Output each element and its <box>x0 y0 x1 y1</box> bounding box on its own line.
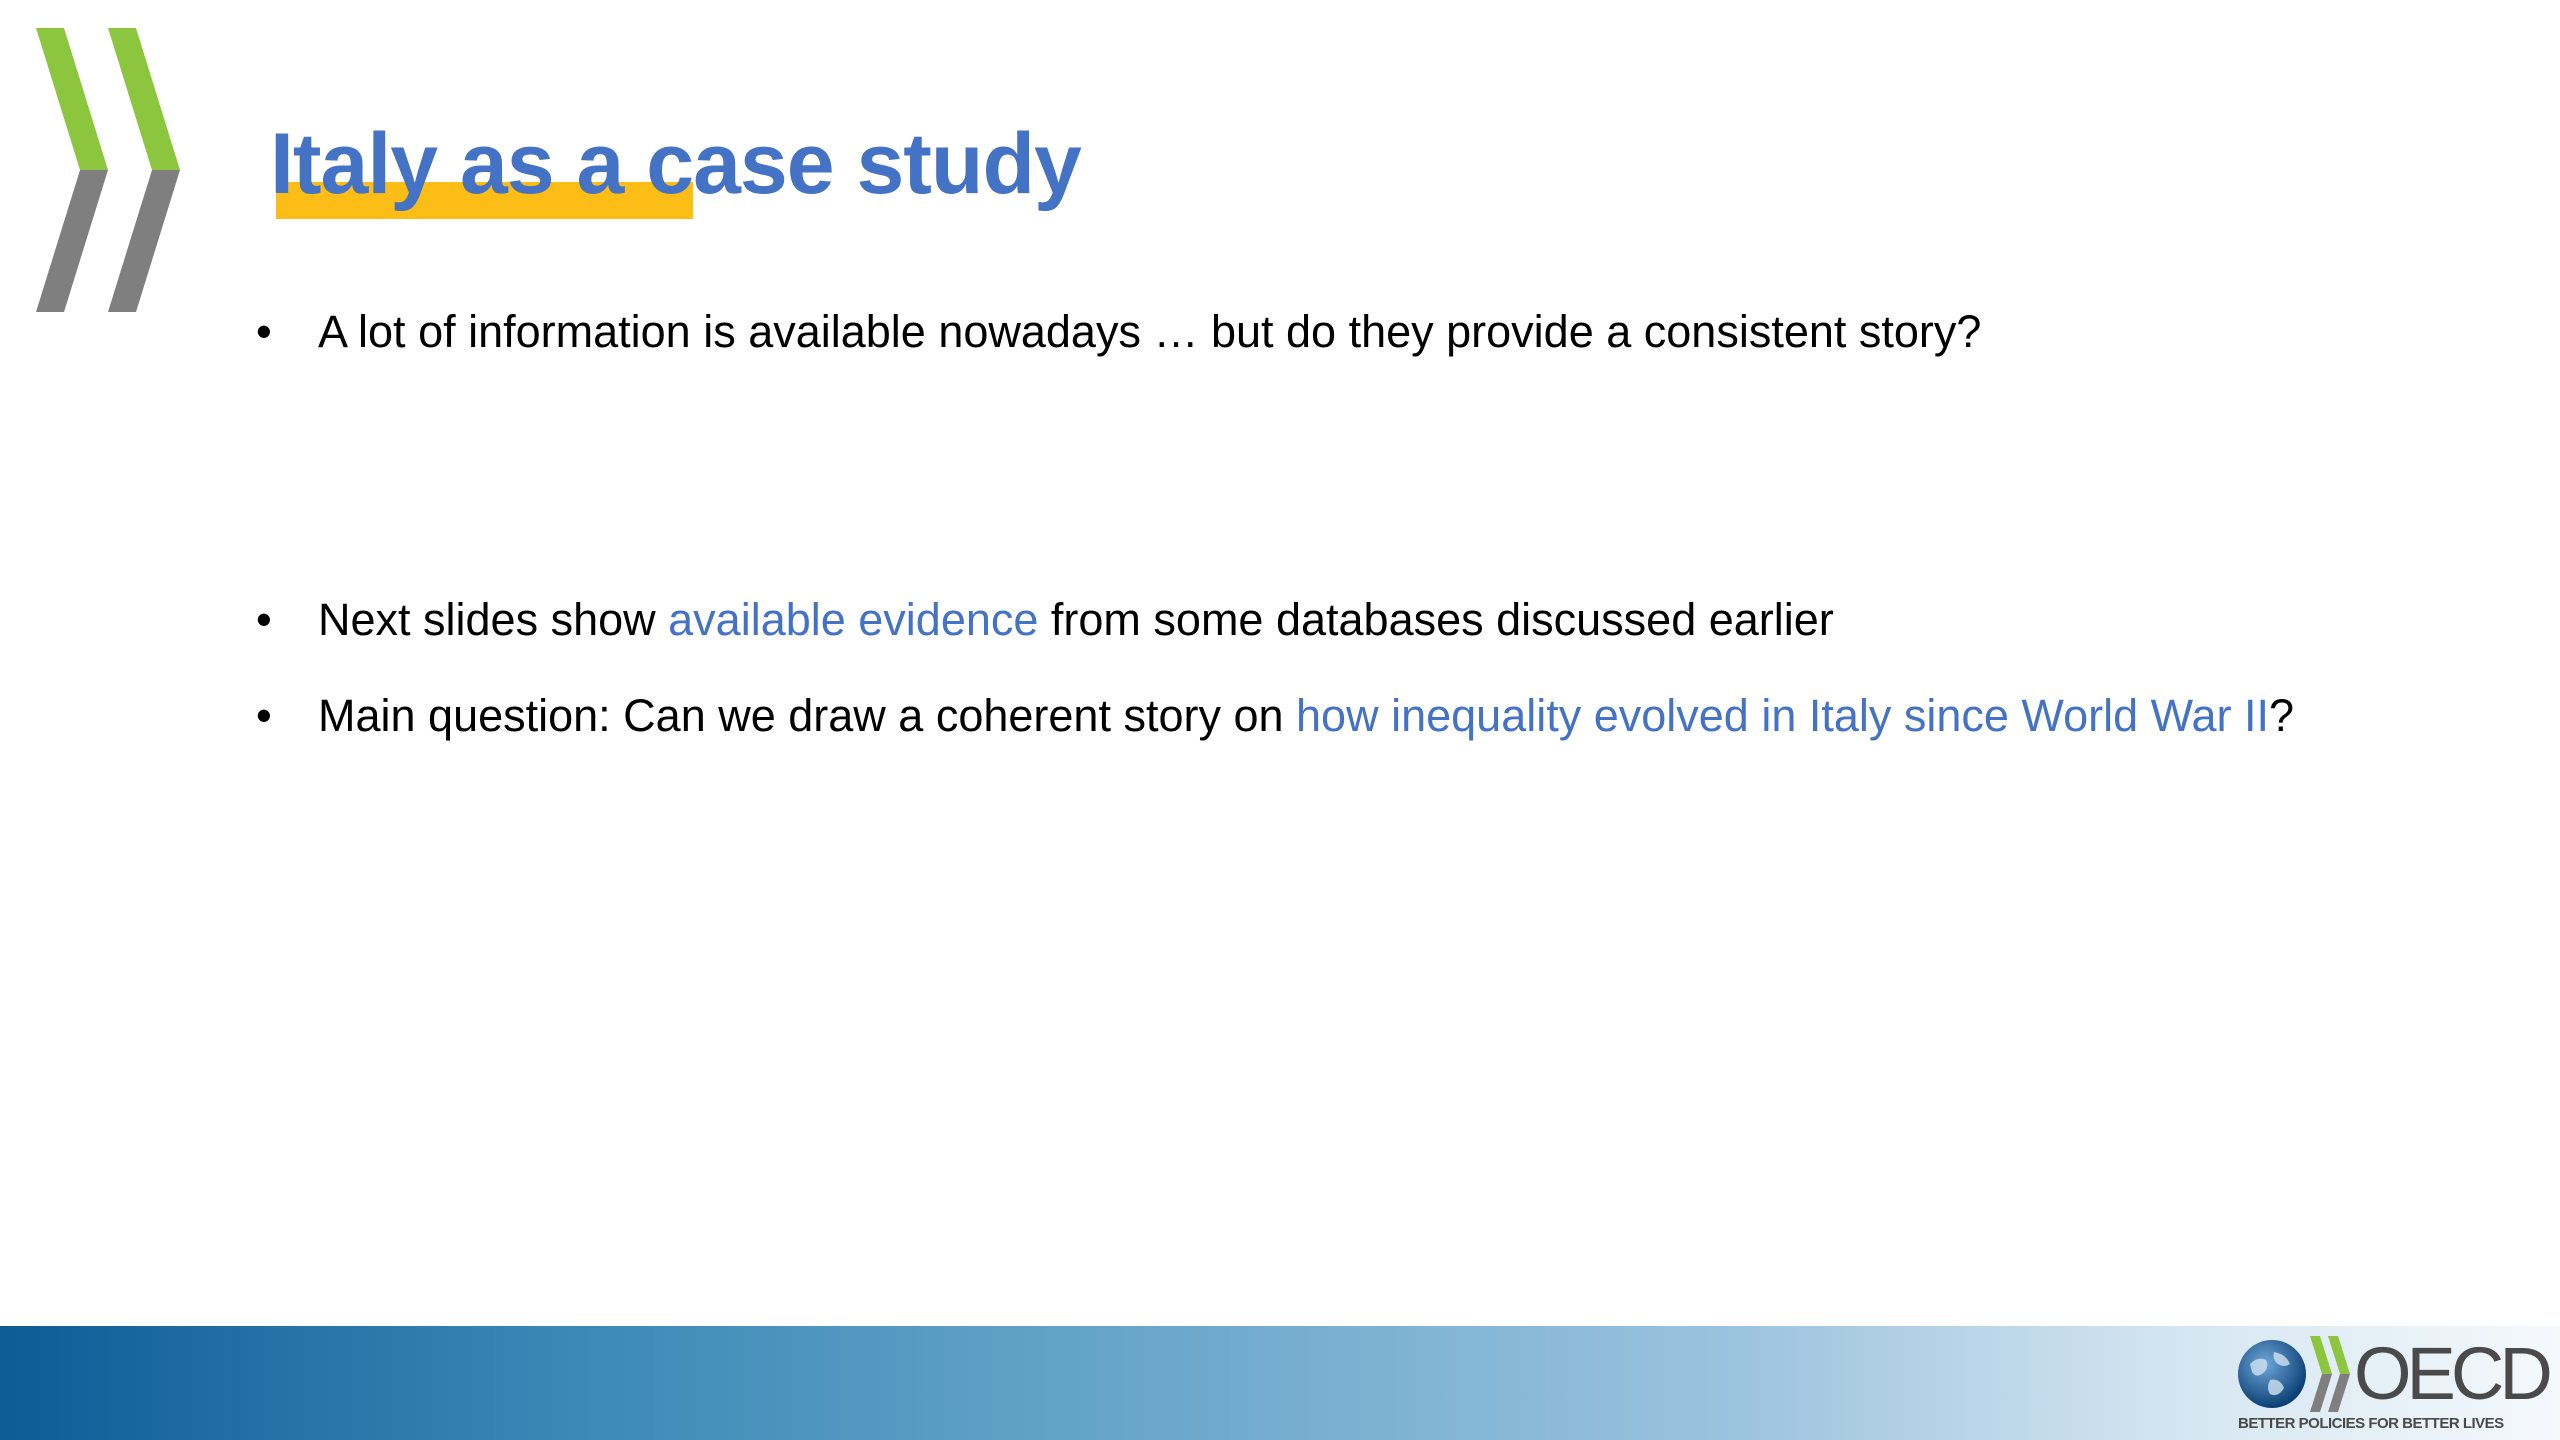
oecd-logo <box>2236 1334 2546 1434</box>
bullet-dot: • <box>256 594 272 645</box>
globe-icon <box>2236 1338 2308 1410</box>
bullet-item <box>252 684 2372 748</box>
chevrons-decoration-icon <box>36 28 186 312</box>
chevron-icon <box>2308 1336 2358 1412</box>
title-block <box>270 104 1081 224</box>
oecd-tagline: BETTER POLICIES FOR BETTER LIVES <box>2238 1415 2504 1432</box>
footer-bar <box>0 1326 2560 1440</box>
bullet-text: A lot of information is available nowadays … but do they provide a consistent story? <box>318 306 1982 357</box>
bullet-dot: • <box>256 690 272 741</box>
bullet-text: Main question: Can we draw a coherent story on how inequality evolved in Italy since World War II? <box>318 690 2294 741</box>
bullet-item <box>252 588 2372 652</box>
bullet-text: Next slides show available evidence from some databases discussed earlier <box>318 594 1834 645</box>
bullet-dot: • <box>256 306 272 357</box>
bullet-item <box>252 300 2372 364</box>
highlighted-text: available evidence <box>668 594 1039 645</box>
highlighted-text: how inequality evolved in Italy since World War II <box>1296 690 2269 741</box>
slide-title: Italy as a case study <box>270 116 1081 212</box>
oecd-wordmark: OECD <box>2354 1332 2548 1415</box>
